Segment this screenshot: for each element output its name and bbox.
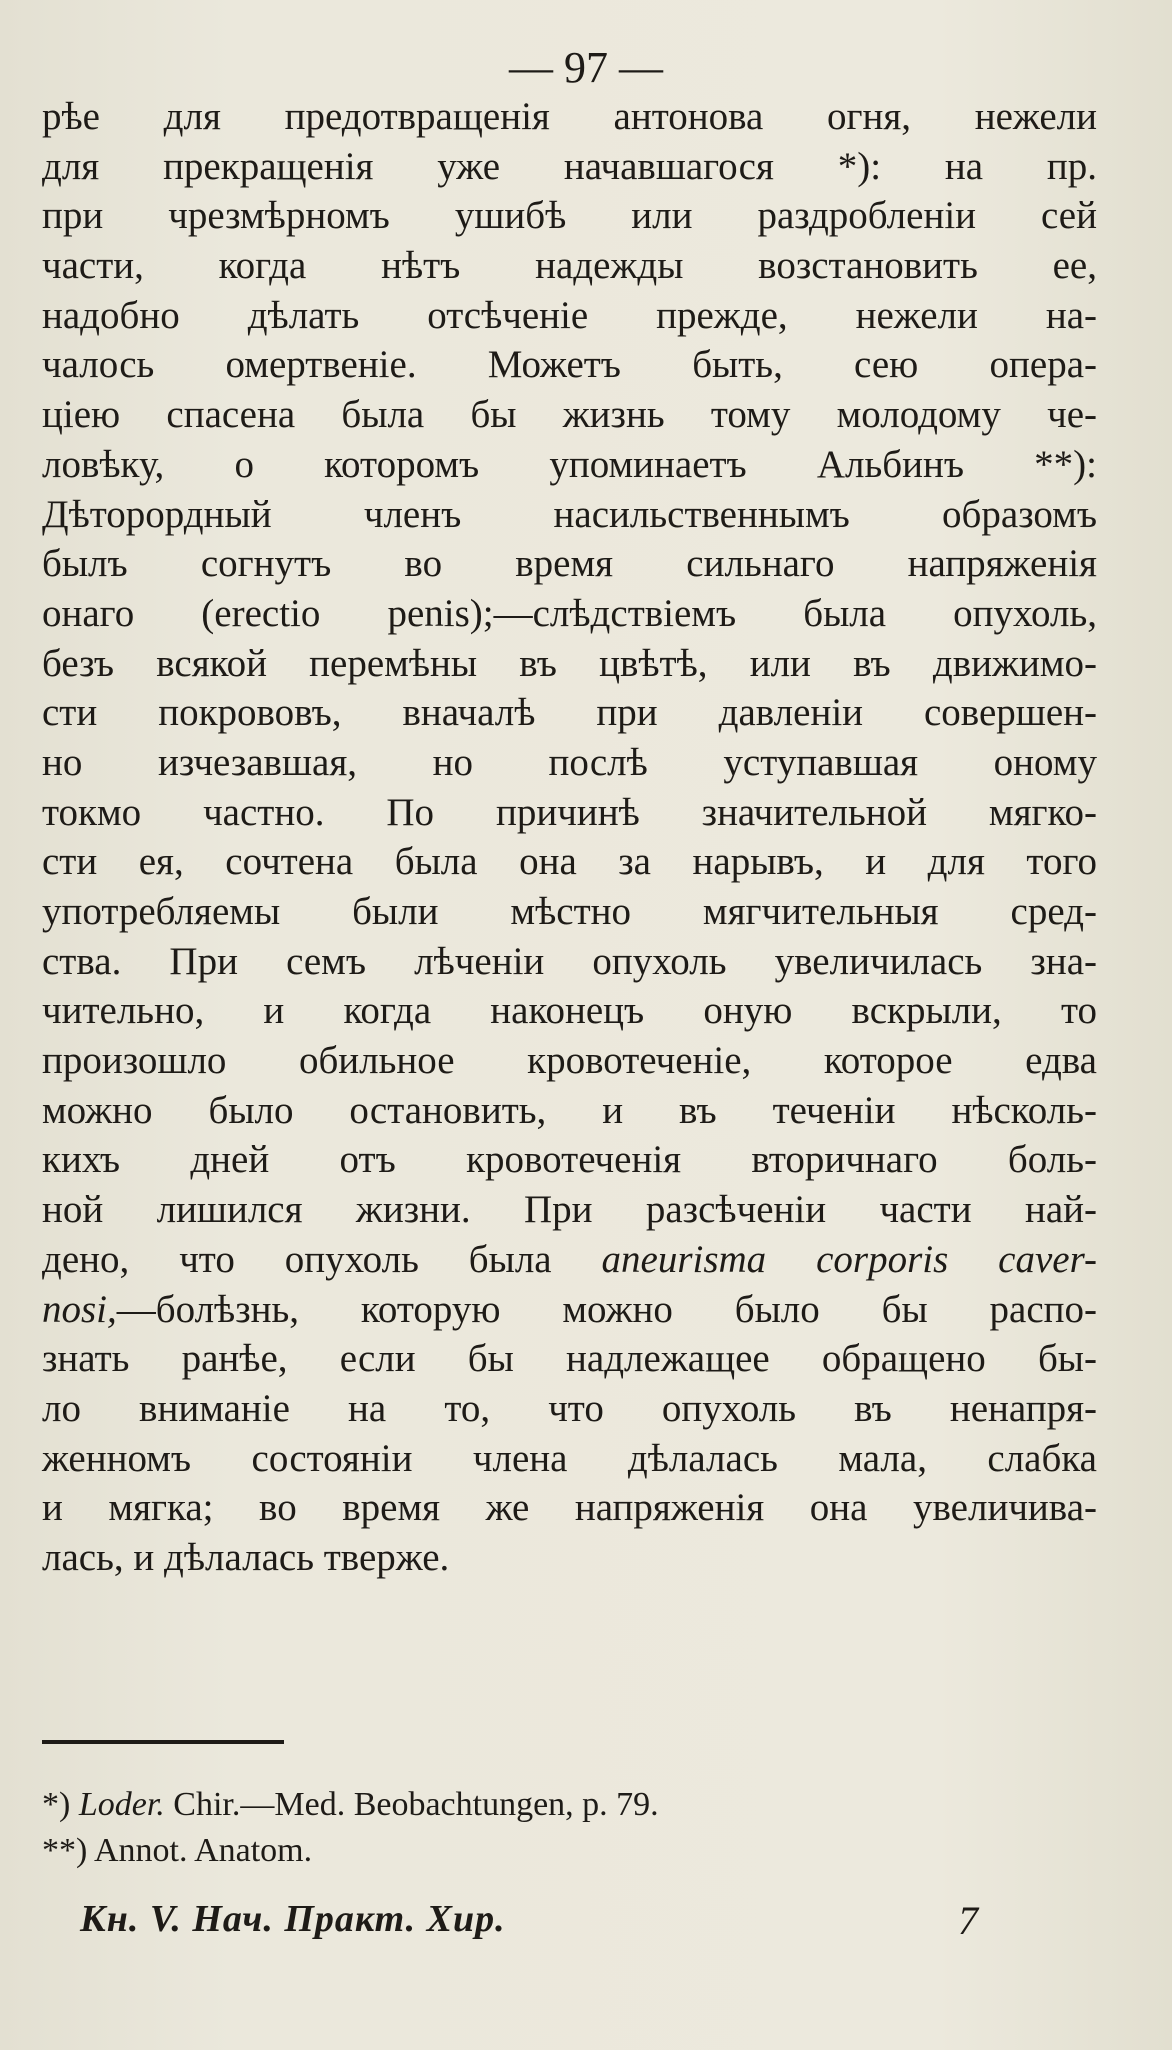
text-line: при чрезмѣрномъ ушибѣ или раздробленіи сей [42,194,1097,238]
text-line: надобно дѣлать отсѣченіе прежде, нежели на- [42,293,1097,337]
text-line: женномъ состояніи члена дѣлалась мала, слабка [42,1436,1097,1480]
footnote-mark: **) [42,1832,88,1869]
text-line: ловѣку, о которомъ упоминаетъ Альбинъ **): [42,442,1097,486]
footnote-separator [42,1740,284,1744]
text-line: и мягка; во время же напряженія она увеличива- [42,1486,1097,1530]
text-line-with-term [42,1285,1097,1335]
footnotes [42,1782,1097,1874]
text-segment: дено, что опухоль была [42,1237,602,1281]
footnote-mark: *) [42,1786,71,1823]
text-line: Дѣторордный членъ насильственнымъ образомъ [42,492,1097,536]
footnote-text: Annot. Anatom. [93,1832,313,1869]
text-line: сти покрововъ, вначалѣ при давленіи совершен- [42,691,1097,735]
footnote-2 [42,1828,1097,1874]
footnote-1 [42,1782,1097,1828]
printer-signature: Кн. V. Нач. Практ. Хир. [80,1898,506,1940]
text-line: онаго (erectio penis);—слѣдствіемъ была опухоль, [42,591,1097,635]
latin-term: aneurisma corporis caver- [601,1237,1097,1281]
text-line: безъ всякой перемѣны въ цвѣтѣ, или въ движимо- [42,641,1097,685]
text-line: произошло обильное кровотеченіе, которое едва [42,1039,1097,1083]
text-segment: —болѣзнь, которую можно было бы распо- [116,1287,1097,1331]
text-line: ціею спасена была бы жизнь тому молодому че- [42,393,1097,437]
text-line: сти ея, сочтена была она за нарывъ, и для того [42,840,1097,884]
text-line: но изчезавшая, но послѣ уступавшая оному [42,740,1097,784]
text-line: ной лишился жизни. При разсѣченіи части най- [42,1188,1097,1232]
text-line: ло вниманіе на то, что опухоль въ ненапря- [42,1386,1097,1430]
text-line: употребляемы были мѣстно мягчительныя сред- [42,890,1097,933]
text-line: токмо частно. По причинѣ значительной мягко- [42,790,1097,834]
text-line-with-term [42,1235,1097,1285]
text-line: рѣе для предотвращенія антонова огня, нежели [42,95,1097,138]
text-line: былъ согнутъ во время сильнаго напряженія [42,542,1097,586]
text-line: ства. При семъ лѣченіи опухоль увеличилась зна- [42,939,1097,983]
text-line: для прекращенія уже начавшагося *): на пр. [42,144,1097,188]
text-line: части, когда нѣтъ надежды возстановить ее, [42,244,1097,288]
footnote-text: Chir.—Med. Beobachtungen, p. 79. [173,1786,659,1823]
page-number: — 97 — [509,43,663,92]
body-text [42,92,1097,1583]
text-line: кихъ дней отъ кровотеченія вторичнаго боль- [42,1138,1097,1182]
text-line: можно было остановить, и въ теченіи нѣсколь- [42,1088,1097,1132]
text-line: лась, и дѣлалась тверже. [42,1535,450,1579]
latin-term: nosi, [42,1287,117,1331]
text-line: чалось омертвеніе. Можетъ быть, сею опера- [42,343,1097,387]
sheet-number: 7 [958,1898,978,1943]
text-line: чительно, и когда наконецъ оную вскрыли, то [42,989,1097,1033]
footnote-author: Loder. [78,1786,165,1823]
text-line: знать ранѣе, если бы надлежащее обращено бы- [42,1337,1097,1381]
